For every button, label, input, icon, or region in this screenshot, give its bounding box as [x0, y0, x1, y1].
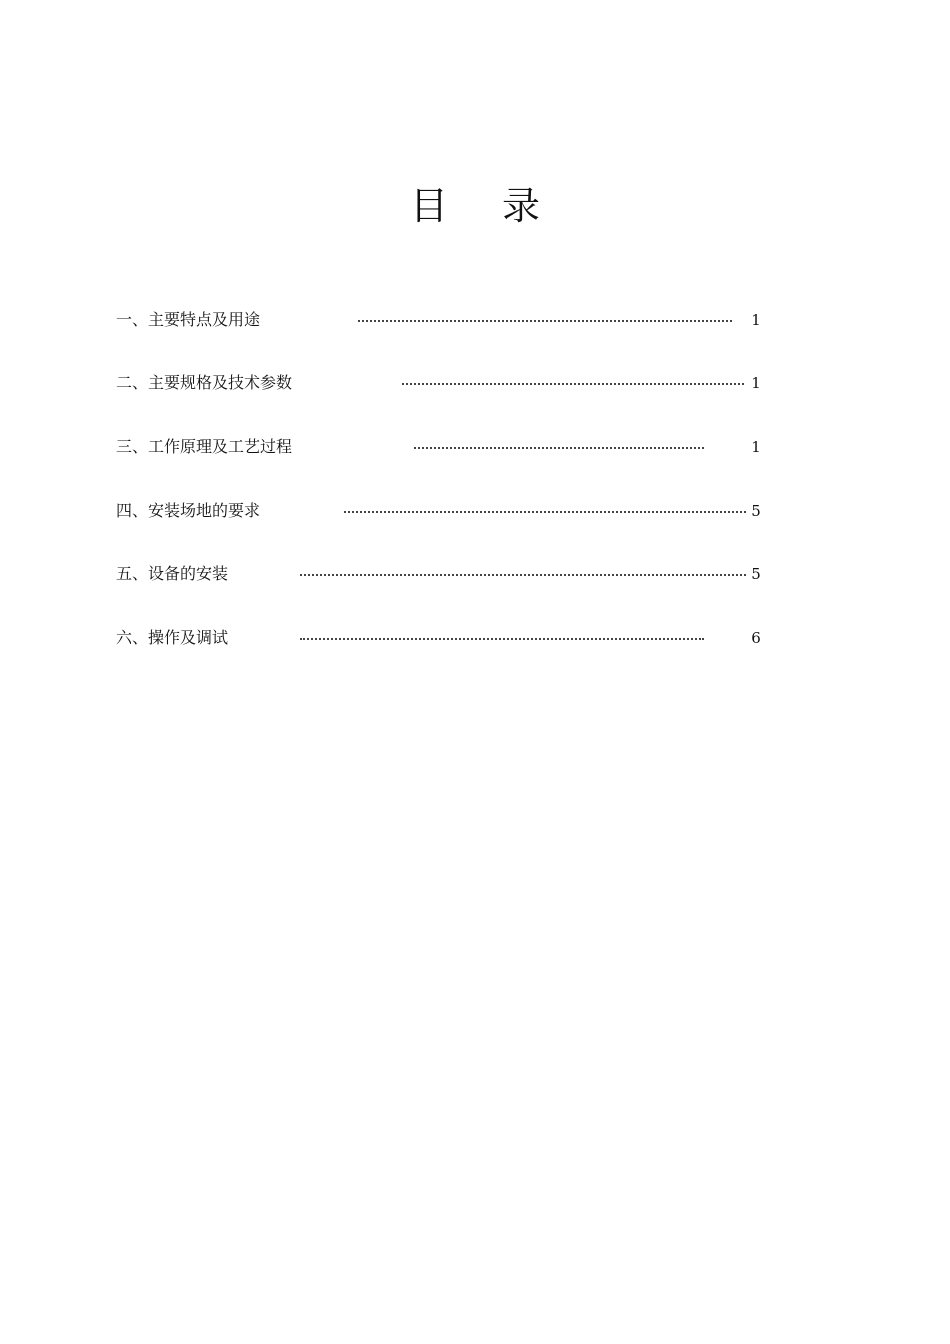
toc-entry-label: 五、设备的安装 — [116, 564, 229, 583]
toc-dot-leader — [414, 447, 704, 449]
toc-title-char-1: 目 — [409, 184, 448, 228]
toc-entry-label: 六、操作及调试 — [116, 628, 229, 647]
toc-entry-1[interactable] — [0, 308, 950, 332]
toc-entry-5[interactable] — [0, 562, 950, 586]
toc-entry-label: 三、工作原理及工艺过程 — [116, 437, 293, 456]
toc-dot-leader — [300, 574, 746, 576]
toc-entry-page-number: 1 — [751, 374, 761, 392]
toc-entry-page-number: 6 — [751, 629, 761, 647]
toc-entry-6[interactable] — [0, 626, 950, 650]
toc-entry-label: 一、主要特点及用途 — [116, 310, 261, 329]
toc-entry-page-number: 1 — [751, 438, 761, 456]
toc-entry-4[interactable] — [0, 499, 950, 523]
toc-dot-leader — [300, 638, 704, 640]
toc-dot-leader — [402, 383, 744, 385]
toc-title — [0, 183, 950, 229]
toc-entry-2[interactable] — [0, 371, 950, 395]
toc-entry-label: 二、主要规格及技术参数 — [116, 373, 293, 392]
toc-title-char-2: 录 — [502, 184, 541, 228]
toc-dot-leader — [344, 511, 746, 513]
toc-entry-page-number: 5 — [751, 565, 761, 583]
toc-entry-page-number: 1 — [751, 311, 761, 329]
toc-entry-page-number: 5 — [751, 502, 761, 520]
toc-entry-label: 四、安装场地的要求 — [116, 501, 261, 520]
toc-entry-3[interactable] — [0, 435, 950, 459]
toc-dot-leader — [358, 320, 732, 322]
